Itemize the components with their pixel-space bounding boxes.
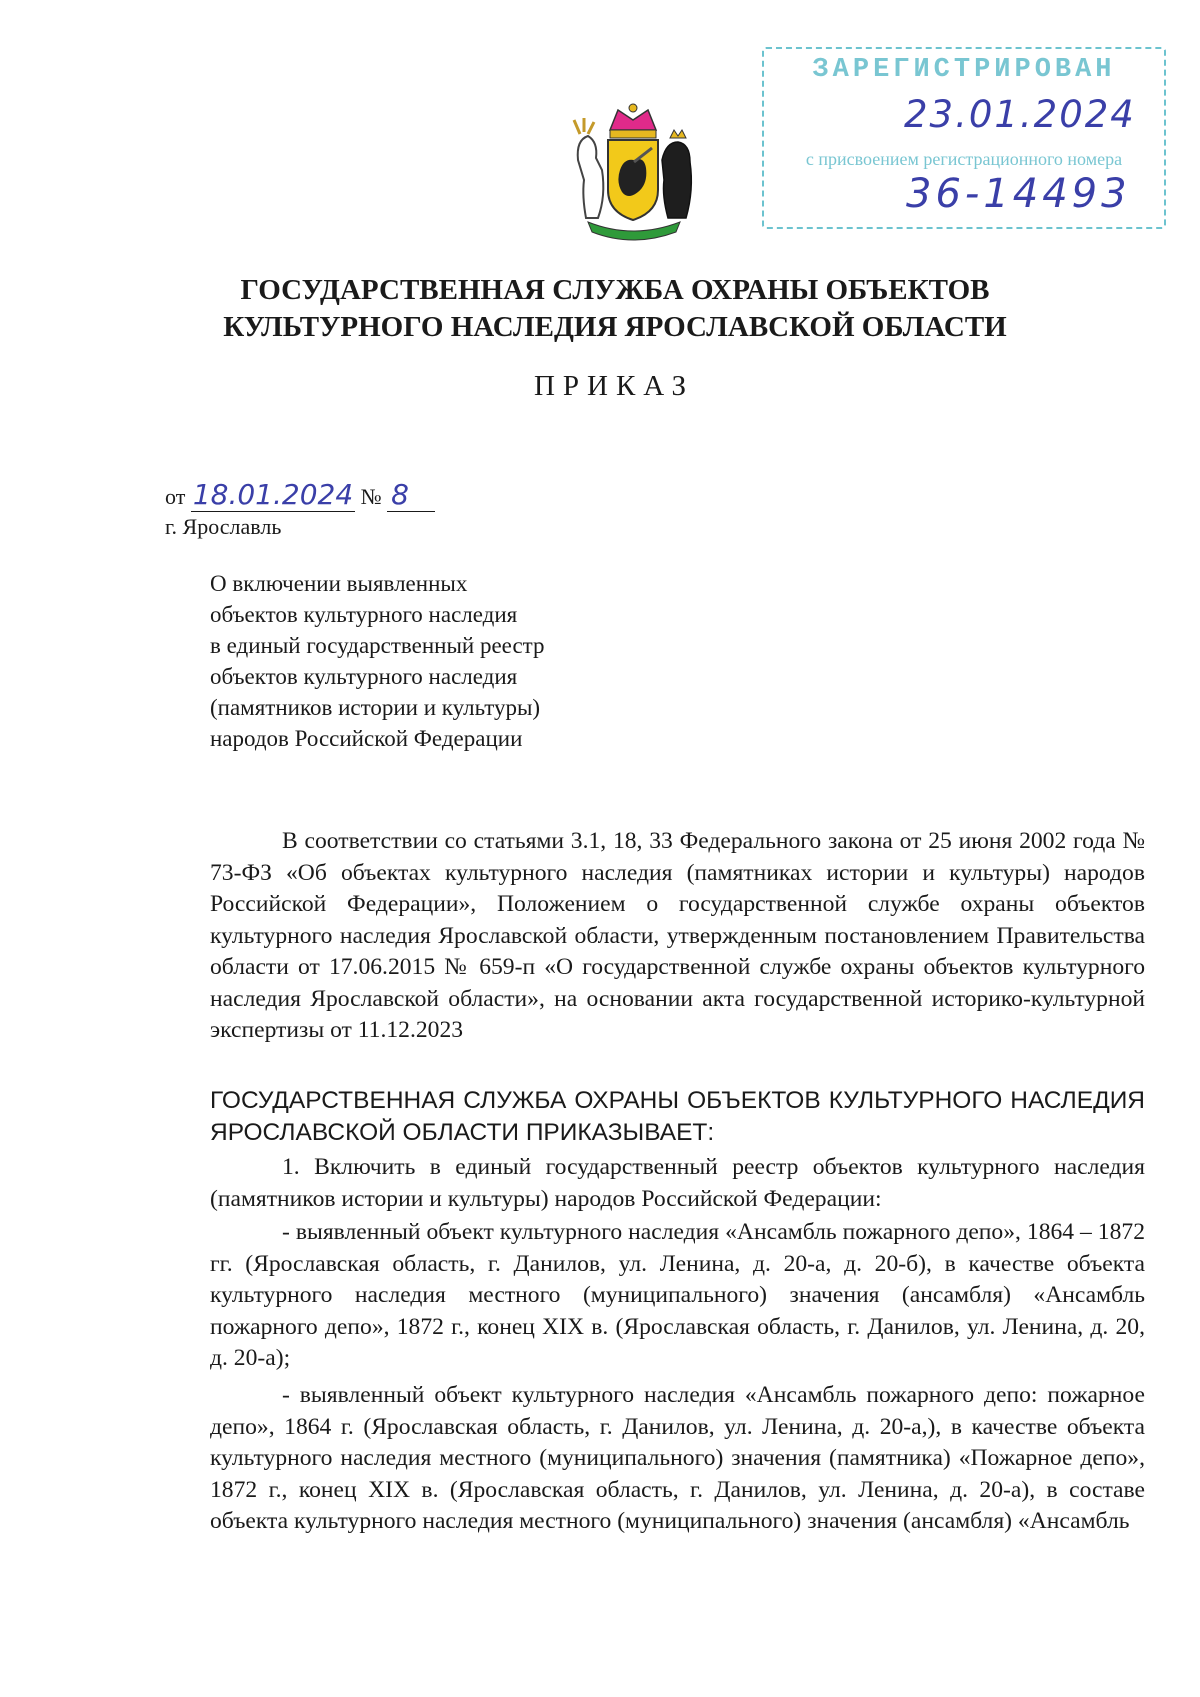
decree-statement: ГОСУДАРСТВЕННАЯ СЛУЖБА ОХРАНЫ ОБЪЕКТОВ КУЛЬТУРНОГО НАСЛЕДИЯ ЯРОСЛАВСКОЙ ОБЛАСТИ ПРИКАЗЫВАЕТ: [210, 1087, 1145, 1146]
from-label: от [165, 484, 186, 509]
item-1-paragraph: 1. Включить в единый государственный реестр объектов культурного наследия (памятников истории и культуры) народов Российской Федерации: [210, 1154, 1145, 1212]
order-number: 8 [387, 478, 435, 512]
number-label: № [360, 484, 382, 509]
preamble-paragraph: В соответствии со статьями 3.1, 18, 33 Федерального закона от 25 июня 2002 года № 73-ФЗ «Об объектах культурного наследия (памятниках истории и культуры) народов Российской Федерации», Положением о государственной службе охраны объектов культурного наследия Ярославской области, утвержденным постановлением Правительства области от 17.06.2015 № 659-п «О государственной службе охраны объектов культурного наследия Ярославской области», на основании акта государственной историко-культурной экспертизы от 11.12.2023 [210, 828, 1145, 1043]
document-title: ПРИКАЗ [533, 370, 695, 402]
stamp-title: ЗАРЕГИСТРИРОВАН [812, 55, 1116, 85]
item-1-subitem-ensemble: - выявленный объект культурного наследия «Ансамбль пожарного депо», 1864 – 1872 гг. (Ярославская область, г. Данилов, ул. Ленина, д. 20-а, д. 20-б), в качестве объекта культурного наследия местного (муниципального) значения (ансамбля) «Ансамбль пожарного депо», 1872 г., конец XIX в. (Ярославская область, г. Данилов, ул. Ленина, д. 20, д. 20-а); [210, 1219, 1145, 1371]
agency-name-line-1: ГОСУДАРСТВЕННАЯ СЛУЖБА ОХРАНЫ ОБЪЕКТОВ [240, 274, 990, 306]
subject-line: О включении выявленных [210, 571, 468, 596]
city: г. Ярославль [165, 514, 282, 539]
order-subject [210, 568, 545, 754]
subject-line: в единый государственный реестр [210, 633, 545, 658]
stamp-date: 23.01.2024 [904, 93, 1136, 136]
item-1-subitem-depot: - выявленный объект культурного наследия «Ансамбль пожарного депо: пожарное депо», 1864 г. (Ярославская область, г. Данилов, ул. Ленина, д. 20-а,), в качестве объекта культурного наследия местного (муниципального) значения (памятника) «Пожарное депо», 1872 г., конец XIX в. (Ярославская область, г. Данилов, ул. Ленина, д. 20-а), в составе объекта культурного наследия местного (муниципального) значения (ансамбля) «Ансамбль [210, 1382, 1145, 1534]
order-date: 18.01.2024 [192, 478, 354, 511]
agency-name [0, 272, 1200, 346]
stamp-registration-number: 36-14493 [906, 171, 1131, 217]
stamp-caption: с присвоением регистрационного номера [805, 149, 1123, 169]
coat-of-arms-icon [558, 100, 708, 250]
subject-line: объектов культурного наследия [210, 602, 518, 627]
subject-line: народов Российской Федерации [210, 726, 523, 751]
registration-stamp [762, 47, 1166, 229]
subject-line: (памятников истории и культуры) [210, 695, 541, 720]
subject-line: объектов культурного наследия [210, 664, 518, 689]
order-date-number [165, 478, 435, 512]
agency-name-line-2: КУЛЬТУРНОГО НАСЛЕДИЯ ЯРОСЛАВСКОЙ ОБЛАСТИ [223, 311, 1007, 343]
